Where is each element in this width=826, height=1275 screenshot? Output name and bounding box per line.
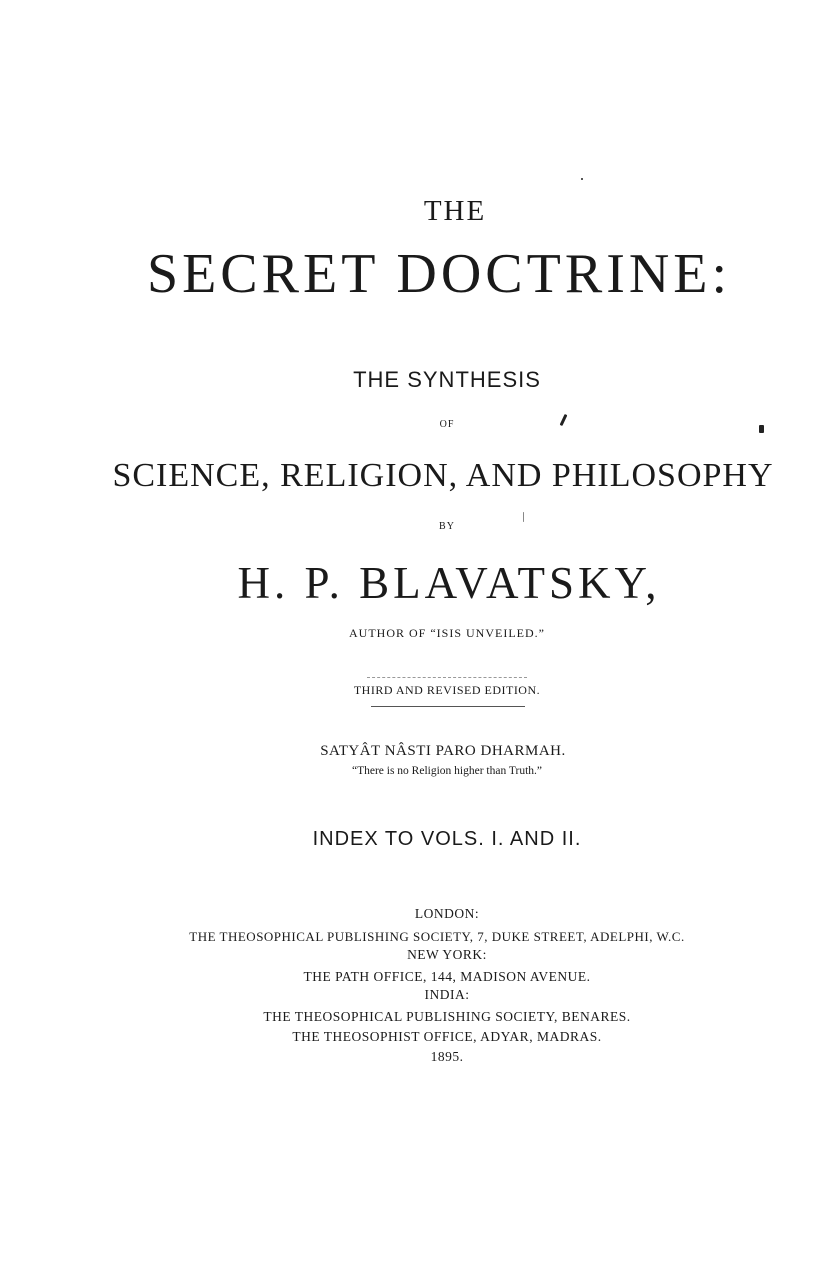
title-article: THE <box>423 195 487 227</box>
imprint-publisher-benares: THE THEOSOPHICAL PUBLISHING SOCIETY, BENARES. <box>263 1009 631 1024</box>
author-credit: AUTHOR OF “ISIS UNVEILED.” <box>349 626 545 640</box>
scan-speck <box>581 178 583 180</box>
imprint-city-india: INDIA: <box>424 987 470 1002</box>
edition-note: THIRD AND REVISED EDITION. <box>353 683 541 697</box>
by-label: BY <box>439 521 455 532</box>
imprint-year: 1895. <box>430 1049 464 1064</box>
scan-speck <box>759 425 764 433</box>
imprint-city-new-york: NEW YORK: <box>407 947 487 962</box>
book-title: SECRET DOCTRINE: <box>146 243 732 305</box>
imprint-city-london: LONDON: <box>414 906 480 921</box>
subtitle: THE SYNTHESIS <box>353 367 541 392</box>
volume-label: INDEX TO VOLS. I. AND II. <box>312 828 582 850</box>
motto: SATYÂT NÂSTI PARO DHARMAH. <box>320 743 566 759</box>
imprint-publisher-london: THE THEOSOPHICAL PUBLISHING SOCIETY, 7, DUKE STREET, ADELPHI, W.C. <box>189 929 685 944</box>
imprint-publisher-madras: THE THEOSOPHIST OFFICE, ADYAR, MADRAS. <box>292 1029 602 1044</box>
divider-top <box>367 677 527 678</box>
imprint-publisher-new-york: THE PATH OFFICE, 144, MADISON AVENUE. <box>303 969 591 984</box>
divider-bottom <box>371 706 525 707</box>
author-name: H. P. BLAVATSKY, <box>237 558 661 608</box>
motto-translation: “There is no Religion higher than Truth.” <box>351 765 543 777</box>
subtitle-of: OF <box>439 419 455 430</box>
scan-speck <box>523 512 524 522</box>
subjects: SCIENCE, RELIGION, AND PHILOSOPHY <box>112 457 774 494</box>
